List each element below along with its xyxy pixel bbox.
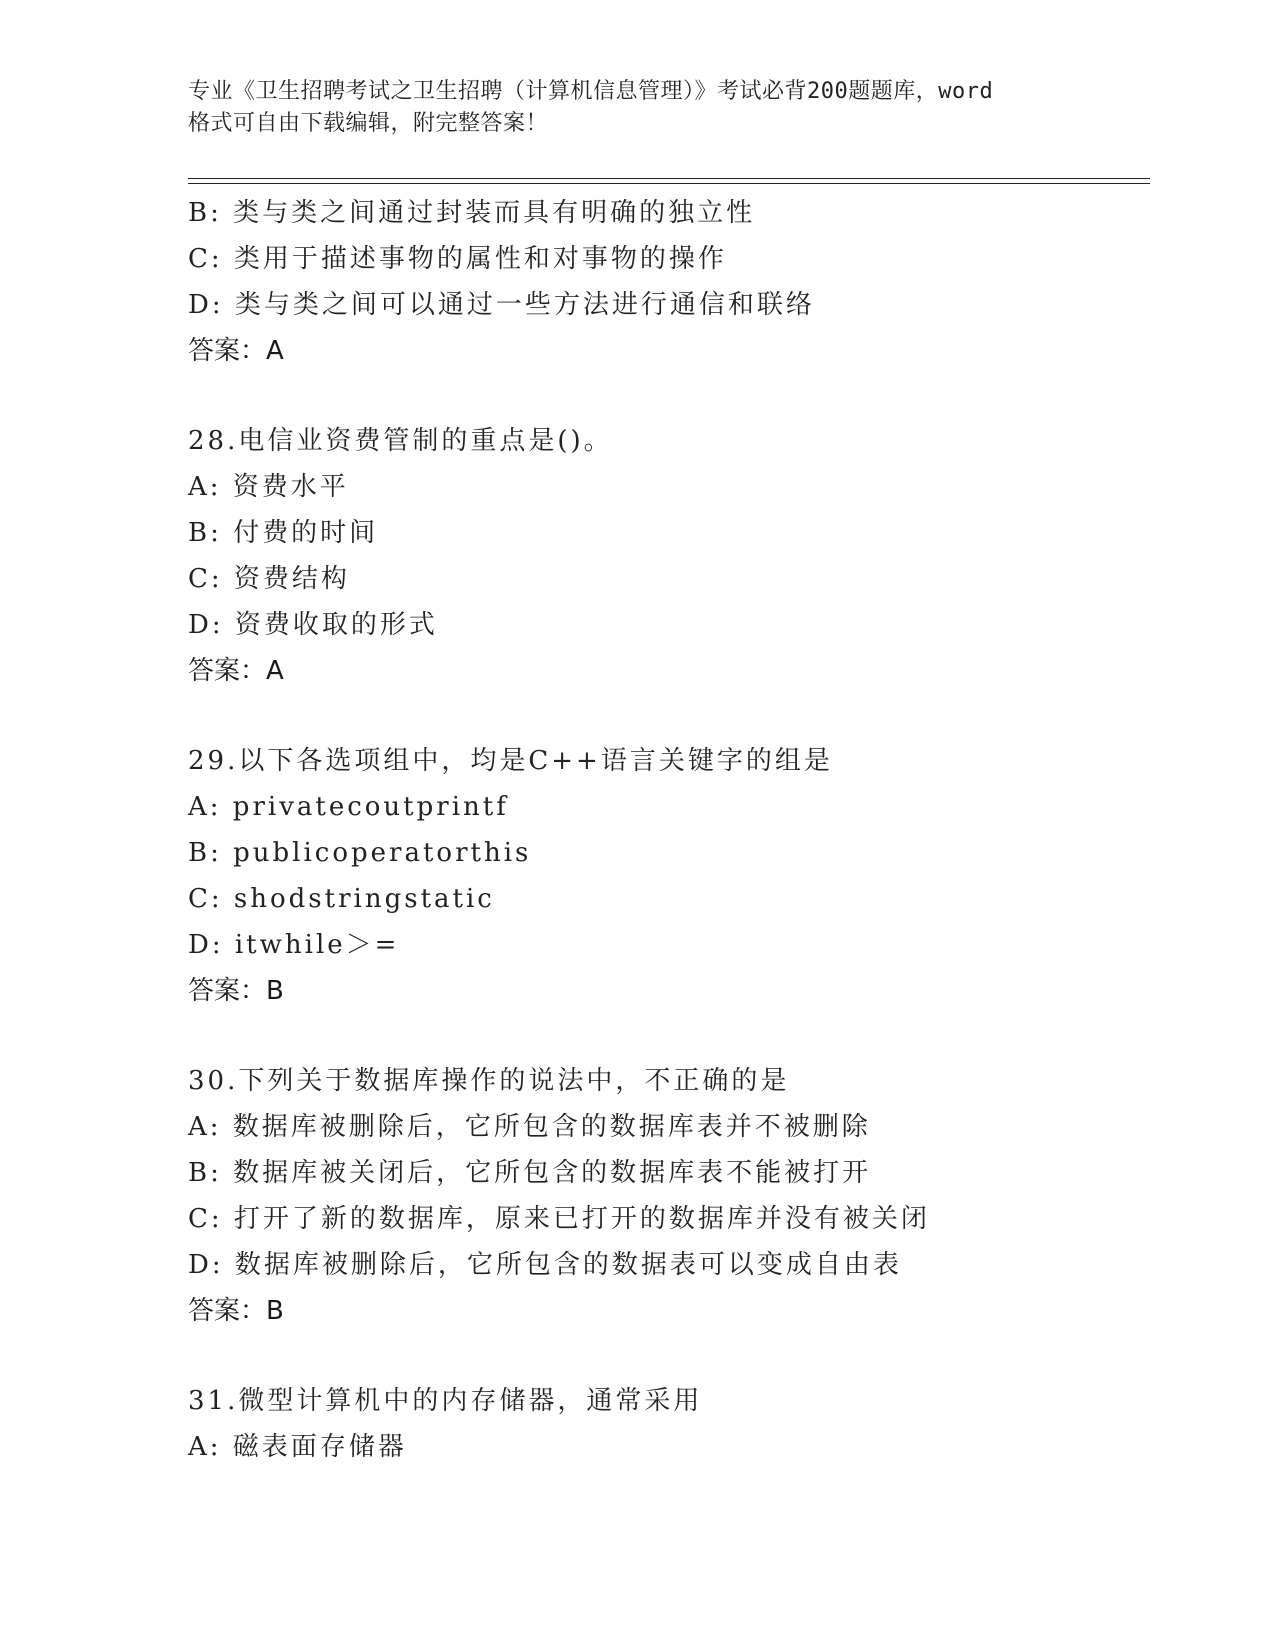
- option-a: A: 资费水平: [188, 472, 349, 502]
- document-header: [188, 76, 1088, 140]
- question-stem: 30.下列关于数据库操作的说法中，不正确的是: [188, 1066, 790, 1096]
- header-title-line-2: 格式可自由下载编辑，附完整答案！: [188, 111, 549, 136]
- question-30: [188, 1058, 1188, 1334]
- question-31: [188, 1378, 1188, 1470]
- question-stem: 29.以下各选项组中，均是C++语言关键字的组是: [188, 746, 833, 776]
- answer-text: 答案：A: [188, 656, 284, 686]
- option-d: D: itwhile＞=: [188, 930, 400, 960]
- option-d: D: 数据库被删除后，它所包含的数据表可以变成自由表: [188, 1250, 902, 1280]
- option-d: D: 类与类之间可以通过一些方法进行通信和联络: [188, 290, 815, 320]
- question-29: [188, 738, 1188, 1014]
- header-divider-top: [188, 178, 1150, 179]
- question-stem: 31.微型计算机中的内存储器，通常采用: [188, 1386, 703, 1416]
- option-a: A: 磁表面存储器: [188, 1432, 407, 1462]
- option-c: C: 资费结构: [188, 564, 350, 594]
- question-list: [188, 190, 1188, 1470]
- answer-text: 答案：A: [188, 336, 284, 366]
- option-c: C: 类用于描述事物的属性和对事物的操作: [188, 244, 727, 274]
- answer-text: 答案：B: [188, 1296, 284, 1326]
- question-27-continuation: [188, 190, 1188, 374]
- question-stem: 28.电信业资费管制的重点是()。: [188, 426, 613, 456]
- option-b: B: 数据库被关闭后，它所包含的数据库表不能被打开: [188, 1158, 872, 1188]
- option-b: B: 付费的时间: [188, 518, 379, 548]
- option-c: C: 打开了新的数据库，原来已打开的数据库并没有被关闭: [188, 1204, 930, 1234]
- option-b: B: publicoperatorthis: [188, 838, 532, 868]
- option-d: D: 资费收取的形式: [188, 610, 438, 640]
- option-b: B: 类与类之间通过封装而具有明确的独立性: [188, 198, 756, 228]
- option-a: A: privatecoutprintf: [188, 792, 509, 822]
- option-c: C: shodstringstatic: [188, 884, 495, 914]
- header-divider-bottom: [188, 183, 1150, 184]
- question-28: [188, 418, 1188, 694]
- option-a: A: 数据库被删除后，它所包含的数据库表并不被删除: [188, 1112, 871, 1142]
- answer-text: 答案：B: [188, 976, 284, 1006]
- header-title-line-1: 专业《卫生招聘考试之卫生招聘（计算机信息管理）》考试必背200题题库，word: [188, 79, 994, 104]
